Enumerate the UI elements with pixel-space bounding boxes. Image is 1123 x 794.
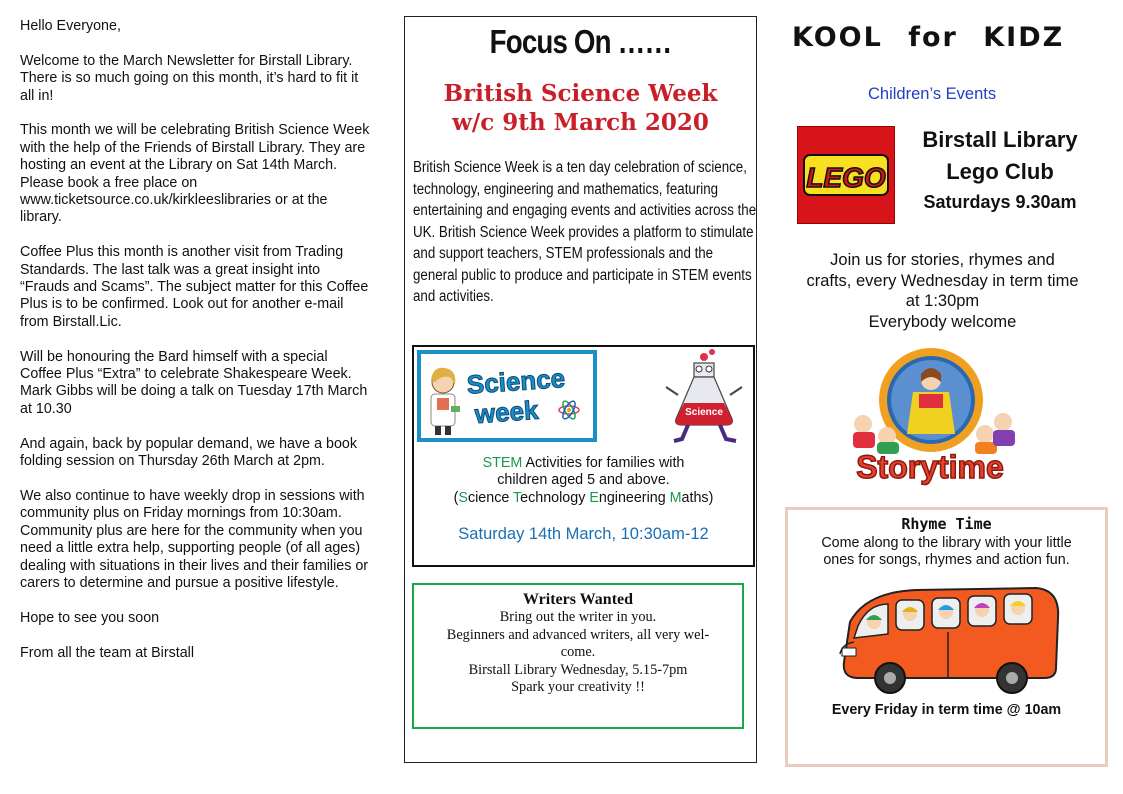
kool-for-kidz-title: KOOL for KIDZ: [792, 22, 1065, 53]
lego-club-info: [900, 124, 1100, 213]
atom-icon: [559, 399, 579, 420]
writers-line: Beginners and advanced writers, all very wel-: [446, 626, 710, 643]
writers-line: Bring out the writer in you.: [499, 609, 657, 626]
lego-club-time: Saturdays 9.30am: [923, 192, 1077, 212]
scientist-girl-icon: [421, 354, 593, 438]
storytime-logo-icon: [835, 342, 1025, 488]
science-flask-character-icon: [664, 347, 746, 447]
svg-text:week: week: [473, 394, 540, 430]
focus-title: Focus On ……: [489, 23, 672, 60]
focus-on-panel: [404, 16, 757, 763]
science-week-heading-line1: British Science Week: [443, 80, 718, 107]
greeting: Hello Everyone,: [20, 18, 121, 34]
rhyme-time-description: Come along to the library with your little ones for songs, rhymes and action fun.: [821, 535, 1072, 569]
writers-line: Spark your creativity !!: [511, 679, 645, 696]
lego-logo: [797, 126, 895, 224]
science-week-logo: [417, 350, 597, 442]
svg-text:Science: Science: [685, 407, 723, 418]
svg-text:Science: Science: [465, 362, 567, 400]
paragraph-coffee-plus: Coffee Plus this month is another visit from Trading Standards. The last talk was a great insight into “Frauds and Scams”. The subject matter for this Coffee Plus is to be confirmed. Look out for another e-mail from Birstall.Lic.: [20, 244, 369, 330]
paragraph-signoff: From all the team at Birstall: [20, 644, 194, 661]
stem-event-date: Saturday 14th March, 10:30am-12: [458, 525, 709, 543]
science-week-heading-line2: w/c 9th March 2020: [452, 109, 709, 136]
rhyme-time-schedule: Every Friday in term time @ 10am: [831, 702, 1062, 718]
writers-line: Birstall Library Wednesday, 5.15-7pm: [468, 661, 688, 678]
paragraph-science-week: This month we will be celebrating British Science Week with the help of the Friends of Birstall Library. They are hosting an event at the Library on Sat 14th March. Please book a free place on www.ticketsource.co.uk/kirkleeslibraries or at the library.: [20, 122, 370, 226]
svg-text:Storytime: Storytime: [856, 449, 1004, 485]
stem-word: STEM: [482, 455, 523, 471]
writers-wanted-box: [412, 583, 744, 729]
paragraph-shakespeare: Will be honouring the Bard himself with a special Coffee Plus “Extra” to celebrate Shakespeare Week. Mark Gibbs will be doing a talk on Tuesday 17th March at 10.30: [20, 348, 368, 417]
stem-activities-box: [412, 345, 755, 567]
lego-club-location: Birstall Library: [922, 127, 1078, 152]
lego-logo-icon: [798, 127, 894, 223]
paragraph-welcome: Welcome to the March Newsletter for Birstall Library. There is so much going on this month, it’s hard to fit it all in!: [20, 52, 359, 104]
childrens-events-label: Children’s Events: [868, 85, 997, 103]
storytime-info: Join us for stories, rhymes and crafts, every Wednesday in term time at 1:30pm Everybody welcome: [806, 251, 1079, 331]
paragraph-community-plus: We also continue to have weekly drop in sessions with community plus on Friday mornings from 10:30am. Community plus are here for the community when you need a little extra help, supporting people (of all ages) dealing with situations in their lives and their families or carers to determine and pursue a positive lifestyle.: [20, 487, 369, 591]
svg-text:LEGO: LEGO: [806, 162, 886, 193]
writers-line: come.: [560, 644, 596, 661]
kids-panel: [780, 0, 1123, 794]
writers-wanted-title: Writers Wanted: [522, 591, 634, 608]
science-week-description: British Science Week is a ten day celebration of science, technology, engineering and mathematics, featuring entertaining and engaging events and activities across the UK. British Science Week provides a platform to stimulate and support teachers, STEM professionals and the general public to produce and participate in STEM events and activities.: [413, 159, 757, 305]
science-week-heading: [405, 79, 756, 137]
lego-club-name: Lego Club: [946, 159, 1054, 184]
paragraph-book-folding: And again, back by popular demand, we have a book folding session on Thursday 26th March at 2pm.: [20, 435, 358, 470]
stem-activities-text: STEM Activities for families with children aged 5 and above. (Science Technology Engineering Maths): [453, 455, 714, 506]
welcome-letter: [20, 18, 372, 679]
rhyme-time-box: [785, 507, 1108, 767]
paragraph-see-you: Hope to see you soon: [20, 609, 160, 626]
rhyme-time-title: Rhyme Time: [901, 515, 992, 533]
school-bus-icon: [836, 582, 1066, 697]
